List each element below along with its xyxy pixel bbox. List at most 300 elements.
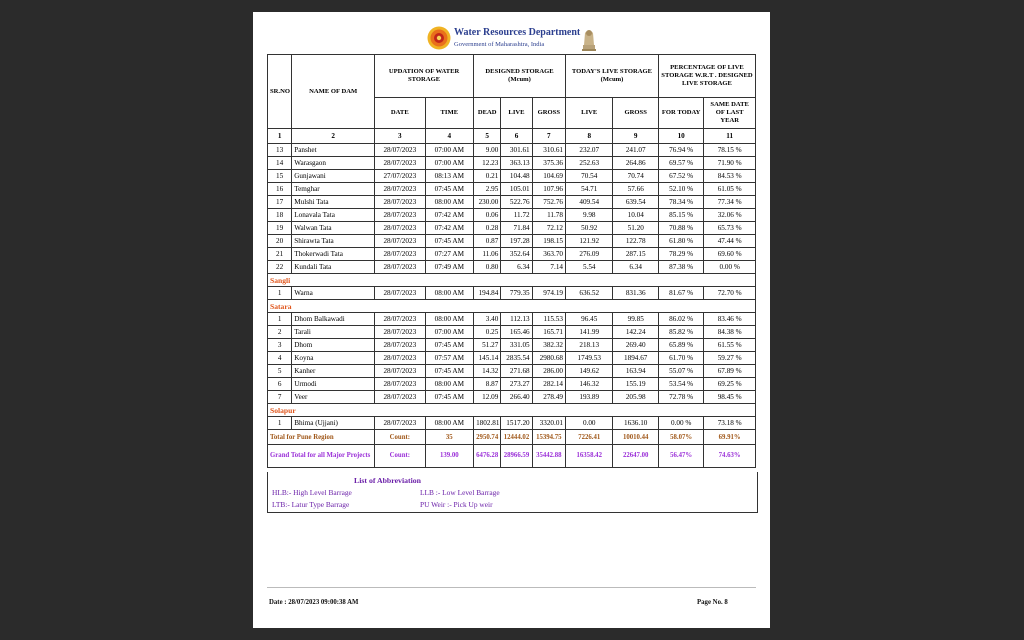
total-t-gross: 22647.00 bbox=[613, 445, 658, 468]
table-cell: 0.80 bbox=[474, 261, 501, 274]
table-cell: 1 bbox=[268, 313, 292, 326]
table-cell: 28/07/2023 bbox=[375, 287, 426, 300]
table-cell: 28/07/2023 bbox=[375, 417, 426, 430]
table-row bbox=[268, 287, 756, 300]
footer-divider bbox=[267, 587, 756, 588]
table-cell: 142.24 bbox=[613, 326, 658, 339]
table-cell: Mulshi Tata bbox=[292, 196, 375, 209]
col-time: TIME bbox=[425, 98, 474, 129]
table-cell: 271.68 bbox=[501, 365, 532, 378]
table-cell: 197.28 bbox=[501, 235, 532, 248]
table-cell: 9.98 bbox=[566, 209, 613, 222]
report-page bbox=[253, 12, 770, 628]
table-cell: 96.45 bbox=[566, 313, 613, 326]
table-row bbox=[268, 248, 756, 261]
table-row bbox=[268, 417, 756, 430]
table-cell: Shirawta Tata bbox=[292, 235, 375, 248]
table-cell: 22 bbox=[268, 261, 292, 274]
table-cell: 141.99 bbox=[566, 326, 613, 339]
col-live: LIVE bbox=[501, 98, 532, 129]
department-name: Water Resources Department bbox=[454, 27, 581, 38]
table-cell: 69.60 % bbox=[704, 248, 756, 261]
table-cell: 779.35 bbox=[501, 287, 532, 300]
table-cell: 363.13 bbox=[501, 157, 532, 170]
table-cell: 287.15 bbox=[613, 248, 658, 261]
table-cell: 28/07/2023 bbox=[375, 144, 426, 157]
table-cell: 87.38 % bbox=[658, 261, 703, 274]
table-cell: 21 bbox=[268, 248, 292, 261]
table-cell: 61.70 % bbox=[658, 352, 703, 365]
footer-date: Date : 28/07/2023 09:00:38 AM bbox=[269, 599, 359, 606]
table-cell: Kanher bbox=[292, 365, 375, 378]
table-cell: 7.14 bbox=[532, 261, 565, 274]
table-cell: 264.86 bbox=[613, 157, 658, 170]
table-cell: Lonavala Tata bbox=[292, 209, 375, 222]
table-cell: 974.19 bbox=[532, 287, 565, 300]
table-cell: 14.32 bbox=[474, 365, 501, 378]
table-cell: 831.36 bbox=[613, 287, 658, 300]
table-cell: 52.10 % bbox=[658, 183, 703, 196]
table-row bbox=[268, 144, 756, 157]
total-gross: 35442.88 bbox=[532, 445, 565, 468]
table-cell: Bhima (Ujjani) bbox=[292, 417, 375, 430]
table-cell: 72.70 % bbox=[704, 287, 756, 300]
col-gross: GROSS bbox=[532, 98, 565, 129]
table-cell: 11.06 bbox=[474, 248, 501, 261]
table-cell: 17 bbox=[268, 196, 292, 209]
col-number: 7 bbox=[532, 129, 565, 144]
total-live: 28966.59 bbox=[501, 445, 532, 468]
column-number-row bbox=[268, 129, 756, 144]
table-cell: 98.45 % bbox=[704, 391, 756, 404]
table-cell: 85.82 % bbox=[658, 326, 703, 339]
table-cell: 104.48 bbox=[501, 170, 532, 183]
table-cell: 165.71 bbox=[532, 326, 565, 339]
abbreviation-title: List of Abbreviation bbox=[354, 476, 422, 485]
table-cell: 11.78 bbox=[532, 209, 565, 222]
table-cell: 07:45 AM bbox=[425, 391, 474, 404]
total-count: 35 bbox=[425, 430, 474, 445]
table-row bbox=[268, 352, 756, 365]
table-cell: 12.23 bbox=[474, 157, 501, 170]
table-cell: 07:45 AM bbox=[425, 339, 474, 352]
table-cell: 218.13 bbox=[566, 339, 613, 352]
table-cell: 78.29 % bbox=[658, 248, 703, 261]
table-cell: 84.53 % bbox=[704, 170, 756, 183]
table-cell: 08:00 AM bbox=[425, 417, 474, 430]
table-cell: Warna bbox=[292, 287, 375, 300]
table-cell: 28/07/2023 bbox=[375, 261, 426, 274]
col-number: 11 bbox=[704, 129, 756, 144]
table-cell: 310.61 bbox=[532, 144, 565, 157]
table-cell: Gunjawani bbox=[292, 170, 375, 183]
table-cell: 65.73 % bbox=[704, 222, 756, 235]
region-name: Sangli bbox=[268, 274, 756, 287]
table-cell: 112.13 bbox=[501, 313, 532, 326]
table-cell: 61.55 % bbox=[704, 339, 756, 352]
table-cell: 252.63 bbox=[566, 157, 613, 170]
table-cell: 331.05 bbox=[501, 339, 532, 352]
col-gross-today: GROSS bbox=[613, 98, 658, 129]
abbreviation-box bbox=[267, 472, 758, 513]
table-cell: 3.40 bbox=[474, 313, 501, 326]
table-cell: 0.00 % bbox=[704, 261, 756, 274]
table-cell: 72.78 % bbox=[658, 391, 703, 404]
table-cell: Walwan Tata bbox=[292, 222, 375, 235]
table-cell: 70.54 bbox=[566, 170, 613, 183]
col-todays: TODAY'S LIVE STORAGE (Mcum) bbox=[566, 55, 659, 98]
table-cell: 28/07/2023 bbox=[375, 248, 426, 261]
table-cell: 07:45 AM bbox=[425, 365, 474, 378]
table-row bbox=[268, 183, 756, 196]
table-cell: 6.34 bbox=[613, 261, 658, 274]
table-cell: 08:00 AM bbox=[425, 313, 474, 326]
department-logo-icon bbox=[427, 26, 451, 50]
table-cell: 07:00 AM bbox=[425, 144, 474, 157]
table-row bbox=[268, 157, 756, 170]
abbr-pu: PU Weir :- Pick Up weir bbox=[420, 500, 493, 509]
table-cell: 28/07/2023 bbox=[375, 235, 426, 248]
table-cell: 27/07/2023 bbox=[375, 170, 426, 183]
table-cell: 273.27 bbox=[501, 378, 532, 391]
abbr-hlb: HLB:- High Level Barrage bbox=[272, 488, 352, 497]
total-t-gross: 10010.44 bbox=[613, 430, 658, 445]
table-cell: 6 bbox=[268, 378, 292, 391]
table-row bbox=[268, 378, 756, 391]
table-cell: 78.34 % bbox=[658, 196, 703, 209]
table-cell: 752.76 bbox=[532, 196, 565, 209]
table-cell: 0.00 bbox=[566, 417, 613, 430]
table-row bbox=[268, 196, 756, 209]
table-cell: 57.66 bbox=[613, 183, 658, 196]
col-number: 2 bbox=[292, 129, 375, 144]
table-cell: 1 bbox=[268, 287, 292, 300]
table-cell: 2.95 bbox=[474, 183, 501, 196]
table-cell: Thokerwadi Tata bbox=[292, 248, 375, 261]
total-gross: 15394.75 bbox=[532, 430, 565, 445]
report-header bbox=[253, 22, 770, 56]
table-cell: 54.71 bbox=[566, 183, 613, 196]
table-cell: 71.90 % bbox=[704, 157, 756, 170]
table-cell: 205.98 bbox=[613, 391, 658, 404]
table-cell: 71.84 bbox=[501, 222, 532, 235]
table-cell: Koyna bbox=[292, 352, 375, 365]
table-cell: 07:00 AM bbox=[425, 326, 474, 339]
table-cell: 83.46 % bbox=[704, 313, 756, 326]
table-cell: 198.15 bbox=[532, 235, 565, 248]
table-cell: Urmodi bbox=[292, 378, 375, 391]
table-cell: 72.12 bbox=[532, 222, 565, 235]
col-for-today: FOR TODAY bbox=[658, 98, 703, 129]
table-cell: 28/07/2023 bbox=[375, 365, 426, 378]
table-cell: 163.94 bbox=[613, 365, 658, 378]
table-cell: 3 bbox=[268, 339, 292, 352]
abbr-llb: LLB :- Low Level Barrage bbox=[420, 488, 500, 497]
table-cell: 07:42 AM bbox=[425, 222, 474, 235]
table-cell: 0.25 bbox=[474, 326, 501, 339]
col-updation: UPDATION OF WATER STORAGE bbox=[375, 55, 474, 98]
table-cell: 241.07 bbox=[613, 144, 658, 157]
table-cell: 193.89 bbox=[566, 391, 613, 404]
region-header-row bbox=[268, 300, 756, 313]
col-live-today: LIVE bbox=[566, 98, 613, 129]
table-cell: 146.32 bbox=[566, 378, 613, 391]
col-number: 8 bbox=[566, 129, 613, 144]
table-cell: 522.76 bbox=[501, 196, 532, 209]
table-cell: 47.44 % bbox=[704, 235, 756, 248]
table-cell: 286.00 bbox=[532, 365, 565, 378]
abbr-ltb: LTB:- Latur Type Barrage bbox=[272, 500, 350, 509]
col-dead: DEAD bbox=[474, 98, 501, 129]
table-cell: 5 bbox=[268, 365, 292, 378]
table-cell: 08:13 AM bbox=[425, 170, 474, 183]
table-cell: 28/07/2023 bbox=[375, 209, 426, 222]
table-cell: 61.05 % bbox=[704, 183, 756, 196]
table-cell: 28/07/2023 bbox=[375, 352, 426, 365]
table-cell: 6.34 bbox=[501, 261, 532, 274]
col-number: 1 bbox=[268, 129, 292, 144]
table-cell: 28/07/2023 bbox=[375, 196, 426, 209]
table-cell: 2835.54 bbox=[501, 352, 532, 365]
table-cell: 65.89 % bbox=[658, 339, 703, 352]
table-cell: 409.54 bbox=[566, 196, 613, 209]
table-cell: Temghar bbox=[292, 183, 375, 196]
col-date: DATE bbox=[375, 98, 426, 129]
col-same-date: SAME DATE OF LAST YEAR bbox=[704, 98, 756, 129]
table-cell: 1636.10 bbox=[613, 417, 658, 430]
table-cell: 07:42 AM bbox=[425, 209, 474, 222]
col-designed: DESIGNED STORAGE (Mcum) bbox=[474, 55, 566, 98]
col-percentage: PERCENTAGE OF LIVE STORAGE W.R.T . DESIGNED LIVE STORAGE bbox=[658, 55, 755, 98]
total-label: Total for Pune Region bbox=[268, 430, 375, 445]
table-cell: 278.49 bbox=[532, 391, 565, 404]
table-cell: 13 bbox=[268, 144, 292, 157]
table-cell: 165.46 bbox=[501, 326, 532, 339]
table-cell: 2 bbox=[268, 326, 292, 339]
table-cell: 1894.67 bbox=[613, 352, 658, 365]
total-t-live: 16358.42 bbox=[566, 445, 613, 468]
table-cell: Panshet bbox=[292, 144, 375, 157]
table-cell: 28/07/2023 bbox=[375, 339, 426, 352]
total-label: Grand Total for all Major Projects bbox=[268, 445, 375, 468]
table-cell: 70.88 % bbox=[658, 222, 703, 235]
table-cell: 0.00 % bbox=[658, 417, 703, 430]
table-cell: Tarali bbox=[292, 326, 375, 339]
table-cell: 10.04 bbox=[613, 209, 658, 222]
table-cell: 08:00 AM bbox=[425, 378, 474, 391]
table-cell: 99.85 bbox=[613, 313, 658, 326]
table-cell: 16 bbox=[268, 183, 292, 196]
table-cell: 18 bbox=[268, 209, 292, 222]
table-cell: 0.06 bbox=[474, 209, 501, 222]
table-cell: 28/07/2023 bbox=[375, 313, 426, 326]
table-cell: 1802.81 bbox=[474, 417, 501, 430]
table-cell: 9.00 bbox=[474, 144, 501, 157]
table-cell: 07:00 AM bbox=[425, 157, 474, 170]
table-cell: 105.01 bbox=[501, 183, 532, 196]
col-number: 5 bbox=[474, 129, 501, 144]
table-cell: 282.14 bbox=[532, 378, 565, 391]
table-cell: 81.67 % bbox=[658, 287, 703, 300]
table-cell: 07:45 AM bbox=[425, 183, 474, 196]
table-cell: 122.78 bbox=[613, 235, 658, 248]
table-cell: 08:00 AM bbox=[425, 287, 474, 300]
table-row bbox=[268, 313, 756, 326]
table-cell: 76.94 % bbox=[658, 144, 703, 157]
total-last-year: 74.63% bbox=[704, 445, 756, 468]
total-dead: 2950.74 bbox=[474, 430, 501, 445]
table-row bbox=[268, 170, 756, 183]
col-sr-no: SR.NO bbox=[268, 55, 292, 129]
col-number: 4 bbox=[425, 129, 474, 144]
col-number: 6 bbox=[501, 129, 532, 144]
table-cell: 28/07/2023 bbox=[375, 326, 426, 339]
total-t-live: 7226.41 bbox=[566, 430, 613, 445]
table-cell: 107.96 bbox=[532, 183, 565, 196]
table-cell: 269.40 bbox=[613, 339, 658, 352]
table-cell: 67.52 % bbox=[658, 170, 703, 183]
total-count-label: Count: bbox=[375, 445, 426, 468]
table-cell: 19 bbox=[268, 222, 292, 235]
table-cell: 375.36 bbox=[532, 157, 565, 170]
table-cell: 1749.53 bbox=[566, 352, 613, 365]
table-cell: 382.32 bbox=[532, 339, 565, 352]
table-cell: 12.09 bbox=[474, 391, 501, 404]
table-row bbox=[268, 222, 756, 235]
table-cell: 145.14 bbox=[474, 352, 501, 365]
table-cell: 115.53 bbox=[532, 313, 565, 326]
grand-total-row bbox=[268, 445, 756, 468]
table-cell: 149.62 bbox=[566, 365, 613, 378]
table-cell: 230.00 bbox=[474, 196, 501, 209]
table-cell: 194.84 bbox=[474, 287, 501, 300]
table-cell: 07:27 AM bbox=[425, 248, 474, 261]
table-cell: 2980.68 bbox=[532, 352, 565, 365]
total-count: 139.00 bbox=[425, 445, 474, 468]
table-cell: 50.92 bbox=[566, 222, 613, 235]
table-cell: 28/07/2023 bbox=[375, 222, 426, 235]
region-name: Solapur bbox=[268, 404, 756, 417]
table-cell: 20 bbox=[268, 235, 292, 248]
table-cell: 155.19 bbox=[613, 378, 658, 391]
table-cell: 28/07/2023 bbox=[375, 183, 426, 196]
table-cell: 352.64 bbox=[501, 248, 532, 261]
table-cell: 84.38 % bbox=[704, 326, 756, 339]
table-cell: 53.54 % bbox=[658, 378, 703, 391]
region-total-row bbox=[268, 430, 756, 445]
col-number: 9 bbox=[613, 129, 658, 144]
table-cell: 4 bbox=[268, 352, 292, 365]
col-number: 3 bbox=[375, 129, 426, 144]
table-cell: Dhom Balkawadi bbox=[292, 313, 375, 326]
table-row bbox=[268, 391, 756, 404]
table-row bbox=[268, 235, 756, 248]
table-cell: 276.09 bbox=[566, 248, 613, 261]
table-cell: 7 bbox=[268, 391, 292, 404]
table-cell: 55.07 % bbox=[658, 365, 703, 378]
table-cell: 232.07 bbox=[566, 144, 613, 157]
table-cell: 8.87 bbox=[474, 378, 501, 391]
national-emblem-icon bbox=[579, 25, 599, 53]
table-cell: 11.72 bbox=[501, 209, 532, 222]
table-cell: 1517.20 bbox=[501, 417, 532, 430]
table-cell: 86.02 % bbox=[658, 313, 703, 326]
table-row bbox=[268, 339, 756, 352]
table-cell: 0.21 bbox=[474, 170, 501, 183]
total-dead: 6476.28 bbox=[474, 445, 501, 468]
table-cell: 0.87 bbox=[474, 235, 501, 248]
table-cell: 61.80 % bbox=[658, 235, 703, 248]
table-cell: 0.28 bbox=[474, 222, 501, 235]
total-today: 56.47% bbox=[658, 445, 703, 468]
table-row bbox=[268, 326, 756, 339]
table-cell: 07:49 AM bbox=[425, 261, 474, 274]
table-row bbox=[268, 261, 756, 274]
table-cell: 5.54 bbox=[566, 261, 613, 274]
table-body bbox=[268, 129, 756, 468]
region-header-row bbox=[268, 274, 756, 287]
table-cell: 07:57 AM bbox=[425, 352, 474, 365]
table-cell: 69.57 % bbox=[658, 157, 703, 170]
table-cell: 07:45 AM bbox=[425, 235, 474, 248]
table-cell: 32.06 % bbox=[704, 209, 756, 222]
table-cell: 78.15 % bbox=[704, 144, 756, 157]
table-cell: 266.40 bbox=[501, 391, 532, 404]
col-number: 10 bbox=[658, 129, 703, 144]
total-today: 58.07% bbox=[658, 430, 703, 445]
table-cell: 363.70 bbox=[532, 248, 565, 261]
table-cell: 104.69 bbox=[532, 170, 565, 183]
table-cell: 1 bbox=[268, 417, 292, 430]
table-cell: Kundali Tata bbox=[292, 261, 375, 274]
table-cell: 73.18 % bbox=[704, 417, 756, 430]
table-cell: 121.92 bbox=[566, 235, 613, 248]
total-count-label: Count: bbox=[375, 430, 426, 445]
table-row bbox=[268, 365, 756, 378]
region-name: Satara bbox=[268, 300, 756, 313]
table-cell: 28/07/2023 bbox=[375, 378, 426, 391]
table-cell: Warasgaon bbox=[292, 157, 375, 170]
table-cell: 3320.01 bbox=[532, 417, 565, 430]
table-cell: 301.61 bbox=[501, 144, 532, 157]
region-header-row bbox=[268, 404, 756, 417]
table-cell: 15 bbox=[268, 170, 292, 183]
table-cell: 14 bbox=[268, 157, 292, 170]
table-cell: Veer bbox=[292, 391, 375, 404]
government-name: Government of Maharashtra, India bbox=[454, 41, 545, 48]
table-cell: 67.89 % bbox=[704, 365, 756, 378]
total-last-year: 69.91% bbox=[704, 430, 756, 445]
table-row bbox=[268, 209, 756, 222]
table-cell: 639.54 bbox=[613, 196, 658, 209]
table-cell: 77.34 % bbox=[704, 196, 756, 209]
table-cell: 51.27 bbox=[474, 339, 501, 352]
total-live: 12444.02 bbox=[501, 430, 532, 445]
table-cell: 51.20 bbox=[613, 222, 658, 235]
table-cell: 70.74 bbox=[613, 170, 658, 183]
col-name: NAME OF DAM bbox=[292, 55, 375, 129]
table-cell: 28/07/2023 bbox=[375, 157, 426, 170]
footer-page-number: Page No. 8 bbox=[697, 599, 728, 606]
table-cell: 59.27 % bbox=[704, 352, 756, 365]
table-cell: 28/07/2023 bbox=[375, 391, 426, 404]
table-cell: 08:00 AM bbox=[425, 196, 474, 209]
table-cell: 69.25 % bbox=[704, 378, 756, 391]
table-cell: 85.15 % bbox=[658, 209, 703, 222]
dam-storage-table bbox=[267, 54, 756, 468]
table-cell: Dhom bbox=[292, 339, 375, 352]
table-cell: 636.52 bbox=[566, 287, 613, 300]
